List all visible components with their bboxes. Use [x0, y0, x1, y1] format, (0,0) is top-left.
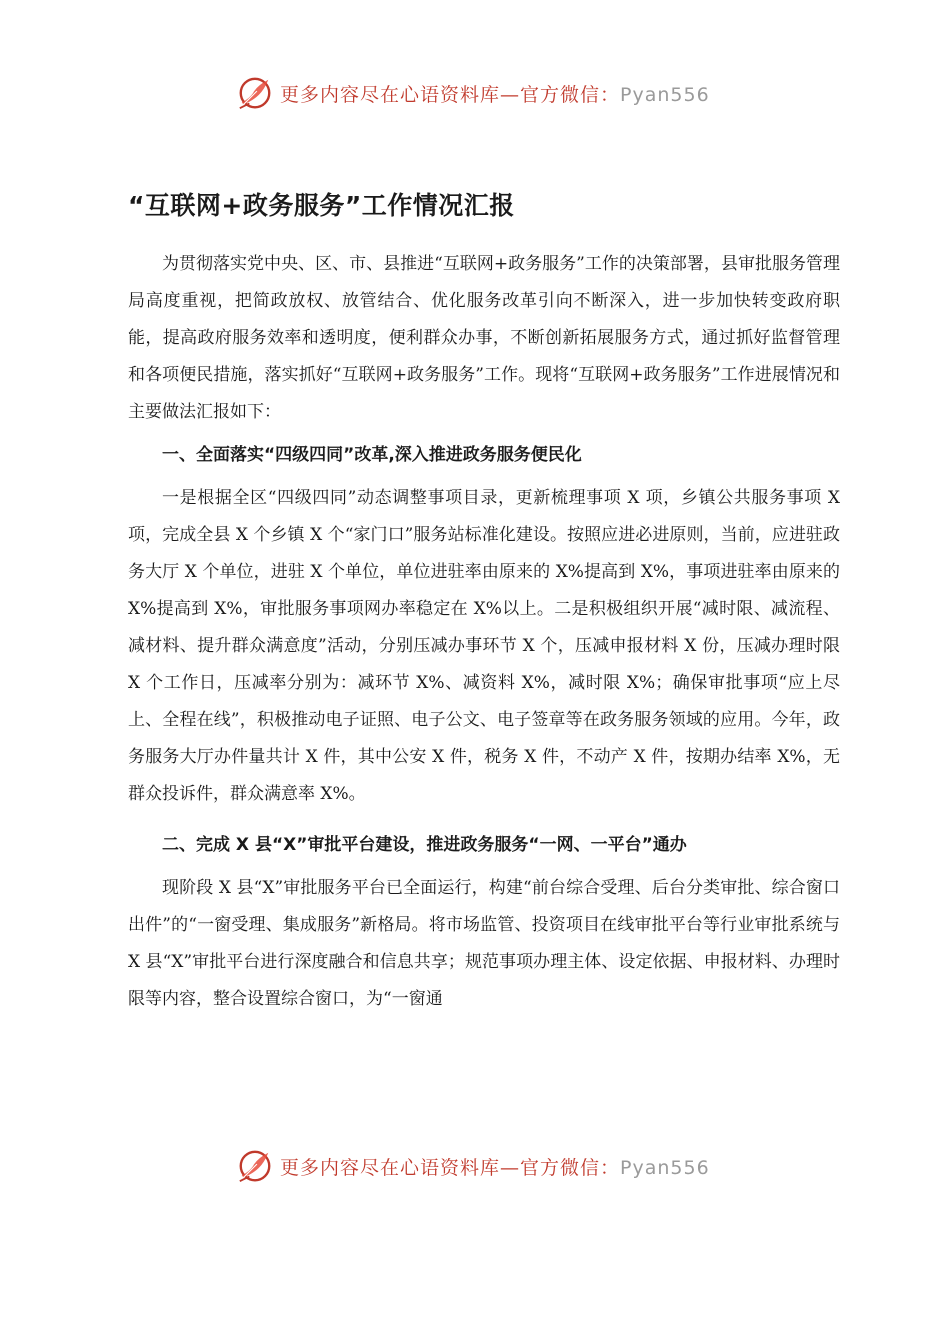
- header-banner: [236, 73, 756, 113]
- section-1-paragraph: 一是根据全区“四级四同”动态调整事项目录，更新梳理事项 X 项，乡镇公共服务事项 X 项，完成全县 X 个乡镇 X 个“家门口”服务站标准化建设。按照应进必进原则，当前，应进驻政务大厅 X 个单位，进驻 X 个单位，单位进驻率由原来的 X%提高到 X%，事项进驻率由原来的 X%提高到 X%，审批服务事项网办率稳定在 X%以上。二是积极组织开展“减时限、减流程、减材料、提升群众满意度”活动，分别压减办事环节 X 个，压减申报材料 X 份，压减办理时限 X 个工作日，压减率分别为：减环节 X%、减资料 X%，减时限 X%；确保审批事项“应上尽上、全程在线”，积极推动电子证照、电子公文、电子签章等在政务服务领域的应用。今年，政务服务大厅办件量共计 X 件，其中公安 X 件，税务 X 件，不动产 X 件，按期办结率 X%，无群众投诉件，群众满意率 X%。: [128, 488, 840, 804]
- banner-text: [280, 1153, 710, 1180]
- banner-wechat-id: Pyan556: [620, 83, 710, 106]
- section-1-heading: 一、全面落实“四级四同”改革,深入推进政务服务便民化: [162, 445, 582, 465]
- banner-wechat-id: Pyan556: [620, 1156, 710, 1179]
- document-title: “互联网+政务服务”工作情况汇报: [128, 191, 515, 220]
- quill-pen-logo-icon: [236, 1147, 274, 1185]
- document-body: [128, 188, 840, 1018]
- banner-main-text: 更多内容尽在心语资料库—官方微信：: [280, 1156, 621, 1179]
- banner-text: [280, 80, 710, 107]
- footer-banner: [236, 1146, 756, 1186]
- intro-paragraph: 为贯彻落实党中央、区、市、县推进“互联网+政务服务”工作的决策部署，县审批服务管理局高度重视，把简政放权、放管结合、优化服务改革引向不断深入，进一步加快转变政府职能，提高政府服务效率和透明度，便利群众办事，不断创新拓展服务方式，通过抓好监督管理和各项便民措施，落实抓好“互联网+政务服务”工作。现将“互联网+政务服务”工作进展情况和主要做法汇报如下：: [128, 254, 840, 422]
- quill-pen-logo-icon: [236, 74, 274, 112]
- section-2-heading: 二、完成 X 县“X”审批平台建设，推进政务服务“一网、一平台”通办: [162, 835, 687, 855]
- banner-main-text: 更多内容尽在心语资料库—官方微信：: [280, 83, 621, 106]
- section-2-paragraph: 现阶段 X 县“X”审批服务平台已全面运行，构建“前台综合受理、后台分类审批、综合窗口出件”的“一窗受理、集成服务”新格局。将市场监管、投资项目在线审批平台等行业审批系统与 X 县“X”审批平台进行深度融合和信息共享；规范事项办理主体、设定依据、申报材料、办理时限等内容，整合设置综合窗口，为“一窗通: [128, 878, 840, 1009]
